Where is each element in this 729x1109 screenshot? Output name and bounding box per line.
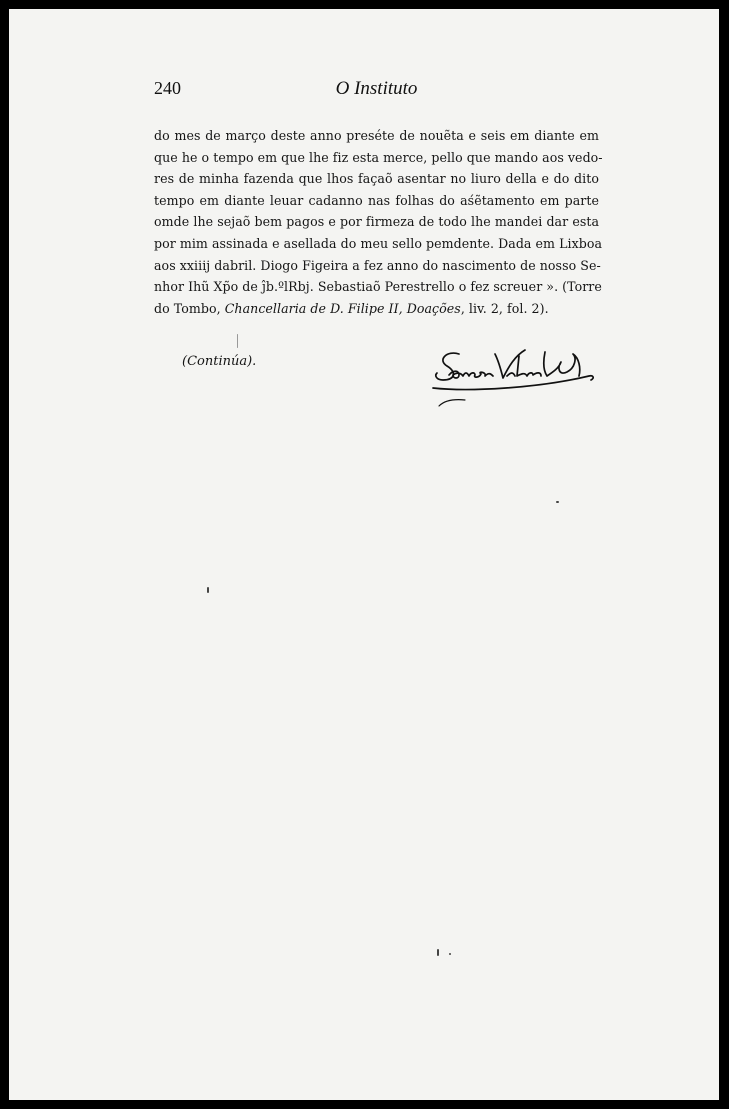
text-line: tempo em diante leuar cadanno nas folhas do aśẽtamento em parte	[154, 192, 599, 208]
text-line: aos xxiiij dabril. Diogo Figeira a fez anno do nascimento de nosso Se-	[154, 257, 601, 273]
scan-speck	[207, 587, 209, 593]
running-title: O Instituto	[335, 78, 418, 99]
scan-speck	[449, 953, 451, 955]
body-text	[154, 125, 603, 319]
text-line: nhor Ihũ Xp̃o de ĵb.ºlRbj. Sebastiaõ Perestrello o fez screuer ». (Torre	[154, 279, 602, 295]
citation-end: , liv. 2, fol. 2).	[460, 300, 549, 316]
page-header	[154, 78, 599, 104]
scan-speck	[237, 334, 238, 348]
text-line: por mim assinada e asellada do meu sello pemdente. Dada em Lixboa	[154, 235, 603, 251]
scan-speck	[556, 501, 559, 503]
citation-title: Chancellaria de D. Filipe II, Doações	[224, 300, 461, 316]
scan-speck	[437, 949, 439, 956]
text-line: que he o tempo em que lhe fiz esta merce, pello que mando aos vedo-	[154, 149, 603, 165]
handwritten-signature	[429, 342, 609, 414]
text-line-citation	[154, 298, 599, 320]
page	[9, 9, 719, 1100]
page-number: 240	[154, 78, 181, 98]
text-line: do mes de março deste anno preséte de nouẽta e seis em diante em	[154, 128, 599, 143]
text-line: res de minha fazenda que lhos façaõ asentar no liuro della e do dito	[154, 171, 599, 187]
continua-note: (Continúa).	[182, 354, 257, 369]
citation-start: do Tombo,	[154, 300, 225, 316]
text-line: omde lhe sejaõ bem pagos e por firmeza de todo lhe mandei dar esta	[154, 214, 599, 230]
